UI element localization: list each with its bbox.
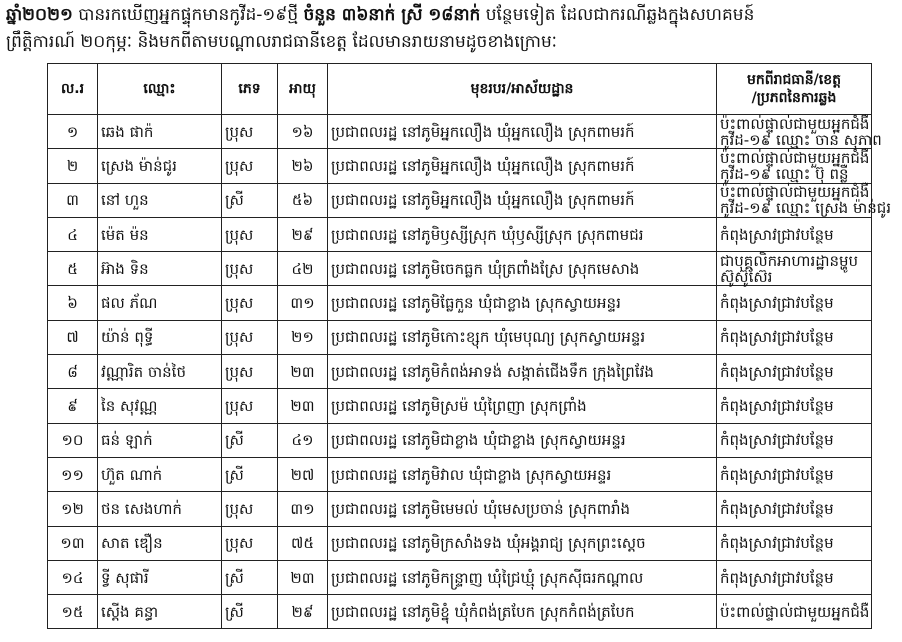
cell-address: ប្រជាពលរដ្ឋ នៅភូមិឫស្សីស្រុក ឃុំឫស្សីស្រុក ស្រុកពាមជរ <box>328 217 717 251</box>
cell-address: ប្រជាពលរដ្ឋ នៅភូមិក្រសាំងទង ឃុំអង្គរាជ្យ ស្រុកព្រះស្តេច <box>328 526 717 560</box>
cell-age: ២៣ <box>278 560 328 594</box>
infection-source-line: កូវីដ-១៩ ឈ្មោះ ប៊ុ ពន្លឺ <box>720 164 849 183</box>
table-row <box>48 560 872 594</box>
infection-source-line: កំពុងស្រាវជ្រាវបន្ថែម <box>720 568 834 587</box>
cell-address: ប្រជាពលរដ្ឋ នៅភូមិចេកធ្លក ឃុំត្រពាំងស្រែ ស្រុកមេសាង <box>328 252 717 286</box>
cell-age: ២៩ <box>278 595 328 629</box>
table-row <box>48 252 872 286</box>
infection-source-line: កំពុងស្រាវជ្រាវបន្ថែម <box>720 294 834 313</box>
infection-source-line: ជាបុគ្គលិកអាហារដ្ឋានម្ហូប <box>720 251 859 270</box>
cell-number: ៣ <box>48 183 98 217</box>
cell-number: ១៤ <box>48 560 98 594</box>
cell-age: ៧៥ <box>278 526 328 560</box>
cell-age: ២៩ <box>278 217 328 251</box>
table-row <box>48 423 872 457</box>
infection-source-line: កូវីដ-១៩ ឈ្មោះ ចាន់ សុភាព <box>720 130 882 149</box>
cell-age: ២៣ <box>278 389 328 423</box>
infection-source-line: កូវីដ-១៩ ឈ្មោះ ស្រេង ម៉ាន់ជូរ <box>720 199 892 218</box>
cell-infection-source <box>717 320 872 354</box>
cell-sex: ប្រុស <box>222 355 278 389</box>
heading-line-2: ព្រឹត្តិការណ៍ ២០កុម្ភៈ និងមកពីតាមបណ្តាលរាជធានីខេត្ត ដែលមានរាយនាមដូចខាងក្រោមៈ <box>6 32 557 52</box>
cell-number: ៥ <box>48 252 98 286</box>
cell-address: ប្រជាពលរដ្ឋ នៅភូមិជាខ្លាង ឃុំជាខ្លាង ស្រុកស្វាយអន្ទរ <box>328 423 717 457</box>
infection-source-line: កំពុងស្រាវជ្រាវបន្ថែម <box>720 431 834 450</box>
cell-address: ប្រជាពលរដ្ឋ នៅភូមិកំពង់អាទង់ សង្កាត់ជើងទឹក ក្រុងព្រៃវែង <box>328 355 717 389</box>
cell-infection-source <box>717 595 872 629</box>
header-address: មុខរបរ/អាស័យដ្ឋាន <box>328 64 717 115</box>
cell-name: ម៉េត ម៉ន <box>98 217 222 251</box>
cell-address: ប្រជាពលរដ្ឋ នៅភូមិខ្នុំ ឃុំកំពង់ត្របែក ស្រុកកំពង់ត្របែក <box>328 595 717 629</box>
infection-source-line: កំពុងស្រាវជ្រាវបន្ថែម <box>720 534 834 553</box>
header-origin-line-1: មកពីរាជធានី/ខេត្ត <box>747 72 841 88</box>
infection-source-line: ប៉ះពាល់ផ្ទាល់ជាមួយអ្នកជំងឺ <box>720 602 870 621</box>
cell-infection-source <box>717 560 872 594</box>
cell-infection-source <box>717 114 882 149</box>
cell-number: ៧ <box>48 320 98 354</box>
header-origin-line-2: /ប្រភពនៃការឆ្លង <box>751 90 837 106</box>
cell-name: សាត ឌឿន <box>98 526 222 560</box>
cell-name: អ៊ាង ទិន <box>98 252 222 286</box>
cell-sex: ប្រុស <box>222 217 278 251</box>
cell-sex: ស្រី <box>222 560 278 594</box>
cell-number: ៤ <box>48 217 98 251</box>
cell-infection-source <box>717 217 872 251</box>
cell-infection-source <box>717 149 872 183</box>
heading-summary: បានរកឃើញអ្នកផ្ទុកមានកូវីដ-១៩ថ្មី <box>72 5 304 25</box>
infection-source-line: ប៉ះពាល់ផ្ទាល់ជាមួយអ្នកជំងឺ <box>720 183 870 202</box>
cell-age: ៤១ <box>278 423 328 457</box>
cell-number: ២ <box>48 149 98 183</box>
cell-sex: ប្រុស <box>222 320 278 354</box>
header-no: ល.រ <box>48 64 98 115</box>
heading-line-1 <box>6 2 896 29</box>
cell-number: ៩ <box>48 389 98 423</box>
table-row <box>48 355 872 389</box>
infection-source-line: កំពុងស្រាវជ្រាវបន្ថែម <box>720 225 834 244</box>
cell-number: ៦ <box>48 286 98 320</box>
cell-infection-source <box>717 286 872 320</box>
cell-name: នៃ សុវណ្ណ <box>98 389 222 423</box>
table-row <box>48 492 872 526</box>
cell-infection-source <box>717 492 872 526</box>
cell-age: ៥៦ <box>278 183 328 217</box>
cell-infection-source <box>717 526 872 560</box>
cell-sex: ស្រី <box>222 423 278 457</box>
cell-address: ប្រជាពលរដ្ឋ នៅភូមិវាល ឃុំជាខ្លាង ស្រុកស្វាយអន្ទរ <box>328 457 717 491</box>
cell-age: ៣១ <box>278 492 328 526</box>
cell-name: ថន សេងហាក់ <box>98 492 222 526</box>
heading-count: ចំនួន ៣៦នាក់ ស្រី ១៨នាក់ <box>303 5 481 25</box>
cell-sex: ប្រុស <box>222 115 278 149</box>
cell-sex: ប្រុស <box>222 526 278 560</box>
cell-address: ប្រជាពលរដ្ឋ នៅភូមិធ្លែកួន ឃុំជាខ្លាង ស្រុកស្វាយអន្ទរ <box>328 286 717 320</box>
case-table <box>47 63 892 629</box>
cell-sex: ប្រុស <box>222 492 278 526</box>
table-row <box>48 115 872 149</box>
table-row <box>48 595 872 629</box>
cell-infection-source <box>717 457 872 491</box>
header-sex: ភេទ <box>222 64 278 115</box>
cell-infection-source <box>717 355 872 389</box>
infection-source-line: ប៉ះពាល់ផ្ទាល់ជាមួយអ្នកជំងឺ <box>720 148 870 167</box>
cell-number: ១២ <box>48 492 98 526</box>
cell-name: ស្រេង ម៉ាន់ជូរ <box>98 149 222 183</box>
cell-age: ១៦ <box>278 115 328 149</box>
cell-name: យ៉ាន់ ពុទ្ធី <box>98 320 222 354</box>
infection-source-line: កំពុងស្រាវជ្រាវបន្ថែម <box>720 397 834 416</box>
cell-sex: ស្រី <box>222 183 278 217</box>
table-row <box>48 149 872 183</box>
cell-address: ប្រជាពលរដ្ឋ នៅភូមិកោះខ្សុក ឃុំមេបុណ្យ ស្រុកស្វាយអន្ទរ <box>328 320 717 354</box>
header-origin <box>717 64 872 115</box>
infection-source-line: កំពុងស្រាវជ្រាវបន្ថែម <box>720 362 834 381</box>
cell-number: ១៥ <box>48 595 98 629</box>
header-name: ឈ្មោះ <box>98 64 222 115</box>
cell-infection-source <box>717 252 872 286</box>
table-row <box>48 457 872 491</box>
cell-sex: ប្រុស <box>222 252 278 286</box>
announcement-heading <box>6 2 896 56</box>
heading-year: ឆ្នាំ២០២១ <box>6 5 73 25</box>
cell-address: ប្រជាពលរដ្ឋ នៅភូមិអ្នកលឿង ឃុំអ្នកលឿង ស្រុកពាមរក៍ <box>328 183 717 217</box>
cell-age: ២១ <box>278 320 328 354</box>
cell-number: ១០ <box>48 423 98 457</box>
table-row <box>48 286 872 320</box>
table-row <box>48 217 872 251</box>
cell-age: ២៣ <box>278 355 328 389</box>
cell-sex: ប្រុស <box>222 286 278 320</box>
header-age: អាយុ <box>278 64 328 115</box>
cell-address: ប្រជាពលរដ្ឋ នៅភូមិអ្នកលឿង ឃុំអ្នកលឿង ស្រុកពាមរក៍ <box>328 149 717 183</box>
infection-source-line: កំពុងស្រាវជ្រាវបន្ថែម <box>720 499 834 518</box>
cell-name: វណ្ណារិត ចាន់ថៃ <box>98 355 222 389</box>
table-row <box>48 183 872 217</box>
cell-number: ១៣ <box>48 526 98 560</box>
infection-source-line: ប៉ះពាល់ផ្ទាល់ជាមួយអ្នកជំងឺ <box>720 114 870 133</box>
cell-sex: ប្រុស <box>222 389 278 423</box>
table-header-row <box>48 64 872 115</box>
cell-name: ហ៊ួត ណាក់ <box>98 457 222 491</box>
infection-source-line: កំពុងស្រាវជ្រាវបន្ថែម <box>720 465 834 484</box>
cell-sex: ស្រី <box>222 595 278 629</box>
cell-address: ប្រជាពលរដ្ឋ នៅភូមិអ្នកលឿង ឃុំអ្នកលឿង ស្រុកពាមរក៍ <box>328 115 717 149</box>
cell-sex: ប្រុស <box>222 149 278 183</box>
cell-number: ១ <box>48 115 98 149</box>
cell-infection-source <box>717 423 872 457</box>
cell-address: ប្រជាពលរដ្ឋ នៅភូមិមេមល់ ឃុំមេសប្រចាន់ ស្រុកពារាំង <box>328 492 717 526</box>
cell-name: នៅ ហួន <box>98 183 222 217</box>
table-row <box>48 389 872 423</box>
cell-number: ១១ <box>48 457 98 491</box>
cell-name: ឆេង ផាក៉ <box>98 115 222 149</box>
cell-name: ទ្វី សុផារី <box>98 560 222 594</box>
cell-age: ២៧ <box>278 457 328 491</box>
cell-age: ៤២ <box>278 252 328 286</box>
table-row <box>48 320 872 354</box>
cell-number: ៨ <box>48 355 98 389</box>
cell-infection-source <box>717 183 892 218</box>
table-row <box>48 526 872 560</box>
cell-name: ផល ភ័ណ <box>98 286 222 320</box>
heading-summary-tail: បន្ថែមទៀត ដែលជាករណីឆ្លងក្នុងសហគមន៍ <box>480 5 755 25</box>
infection-source-line: កំពុងស្រាវជ្រាវបន្ថែម <box>720 328 834 347</box>
infection-source-line: ស៊ូស៊ូស៊ែរ <box>720 267 773 286</box>
cell-infection-source <box>717 389 872 423</box>
cell-address: ប្រជាពលរដ្ឋ នៅភូមិកន្ទ្រាញ ឃុំជ្រៃឃ្មុំ ស្រុកស៊ីធរកណ្តាល <box>328 560 717 594</box>
cell-name: ធន់ ឡាក់ <box>98 423 222 457</box>
table-body <box>48 114 892 629</box>
cell-name: ស្តើង គន្ធា <box>98 595 222 629</box>
cell-address: ប្រជាពលរដ្ឋ នៅភូមិស្រម៉ ឃុំព្រៃញា ស្រុកព្រាំង <box>328 389 717 423</box>
cell-sex: ស្រី <box>222 457 278 491</box>
cell-age: ២៦ <box>278 149 328 183</box>
cell-age: ៣១ <box>278 286 328 320</box>
